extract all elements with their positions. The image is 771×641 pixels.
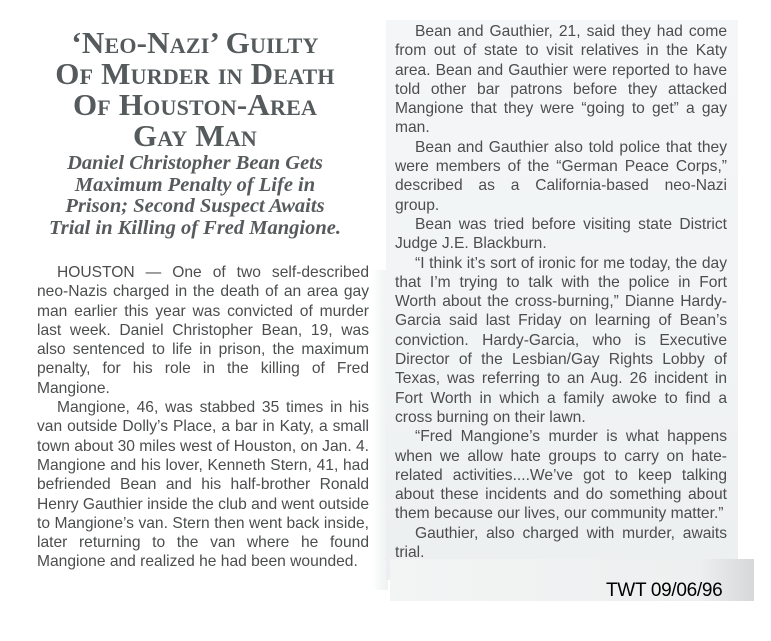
headline-line: Gay Man: [132, 118, 258, 153]
paragraph: Gauthier, also charged with murder, awaits trial.: [395, 524, 727, 562]
article-column-2: [395, 22, 727, 562]
subheadline-line: Daniel Christopher Bean Gets: [67, 152, 323, 174]
headline: [30, 27, 360, 151]
article-column-1: [37, 263, 369, 572]
paragraph: Mangione, 46, was stabbed 35 times in his van outside Dolly’s Place, a bar in Katy, a small town about 30 miles west of Houston, on Jan. 4. Mangione and his lover, Kenneth Stern, 41, had befriended Bean and his half-brother Ronald Henry Gauthier inside the club and went outside to Mangione’s van. Stern then went back inside, later returning to the van where he found Mangione and realized he had been wounded.: [37, 399, 369, 571]
paragraph: Bean was tried before visiting state District Judge J.E. Blackburn.: [395, 215, 727, 253]
subheadline-line: Trial in Killing of Fred Mangione.: [49, 216, 341, 239]
paragraph: “Fred Mangione’s murder is what happens when we allow hate groups to carry on hate-related activities....We’ve got to keep talking about these incidents and do something about them because our lives, our community matter.”: [395, 428, 727, 523]
headline-line: Of Murder in Death: [55, 56, 335, 91]
paragraph: Bean and Gauthier also told police that they were members of the “German Peace Corps,” described as a California-based neo-Nazi group.: [395, 138, 727, 214]
paragraph: “I think it’s sort of ironic for me today, the day that I’m trying to talk with the police in Fort Worth about the cross-burning,” Dianne Hardy-Garcia said last Friday on learning of Bean’s conviction. Hardy-Garcia, who is Executive Director of the Lesbian/Gay Rights Lobby of Texas, was referring to an Aug. 26 incident in Fort Worth in which a family awoke to find a cross burning on their lawn.: [395, 254, 727, 426]
source-date-stamp: TWT 09/06/96: [606, 580, 723, 601]
subheadline-line: Prison; Second Suspect Awaits: [65, 195, 325, 217]
paragraph: HOUSTON — One of two self-described neo-Nazis charged in the death of an area gay man earlier this year was convicted of murder last week. Daniel Christopher Bean, 19, was also sentenced to life in prison, the maximum penalty, for his role in the killing of Fred Mangione.: [37, 264, 369, 397]
paragraph: Bean and Gauthier, 21, said they had come from out of state to visit relatives in the Katy area. Bean and Gauthier were reported to have told other bar patrons before they attacked Mangione that they were “going to get” a gay man.: [395, 23, 727, 137]
headline-line: Of Houston-Area: [72, 87, 318, 122]
headline-line: ‘Neo-Nazi’ Guilty: [71, 25, 319, 60]
subheadline-line: Maximum Penalty of Life in: [74, 173, 316, 196]
subheadline: [30, 153, 360, 239]
